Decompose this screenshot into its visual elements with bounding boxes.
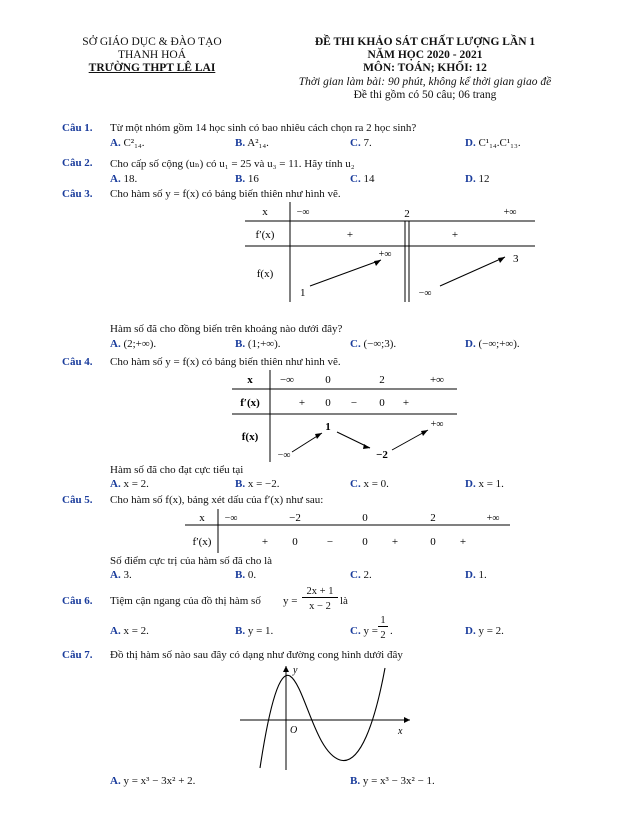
q6-text: Tiệm cận ngang của đồ thị hàm số xyxy=(110,595,261,607)
t4-x2: 2 xyxy=(379,374,385,386)
q4-option-b[interactable]: B. x = −2. xyxy=(235,478,280,490)
q5-option-a[interactable]: A. 3. xyxy=(110,569,132,581)
q5-option-d[interactable]: D. 1. xyxy=(465,569,487,581)
exam-time: Thời gian làm bài: 90 phút, không kể thời gian giao đề xyxy=(298,76,552,88)
t3-x2: +∞ xyxy=(503,207,517,218)
graph-x-label: x xyxy=(398,726,403,737)
t5-sign6: + xyxy=(459,536,467,548)
t4-sign2: − xyxy=(350,397,358,409)
graph-curve xyxy=(260,668,385,768)
t4-sign0: + xyxy=(298,397,306,409)
t4-fval1: 1 xyxy=(325,421,331,433)
t4-fval0: −∞ xyxy=(277,450,291,461)
q3-option-d[interactable]: D. (−∞;+∞). xyxy=(465,338,520,350)
q4-variation-table xyxy=(232,370,457,462)
t3-x1: 2 xyxy=(404,208,410,220)
t3-fval2: −∞ xyxy=(418,288,432,299)
t5-x3: 2 xyxy=(430,512,436,524)
q3-text: Cho hàm số y = f(x) có bảng biến thiên như hình vẽ. xyxy=(110,188,341,200)
q6-c-tail: . xyxy=(390,625,393,637)
q3-option-a[interactable]: A. (2;+∞). xyxy=(110,338,157,350)
q2-text: Cho cấp số cộng (uₙ) có u₁ = 25 và u₃ = 11. Hãy tính u₂ xyxy=(110,158,355,170)
q5-option-b[interactable]: B. 0. xyxy=(235,569,257,581)
t3-sign1: + xyxy=(451,229,459,241)
q5-sign-table xyxy=(185,509,510,553)
t4-x-label: x xyxy=(247,374,253,386)
header-school: TRƯỜNG THPT LÊ LAI xyxy=(88,62,216,74)
graph-origin: O xyxy=(290,725,298,736)
q6-option-c[interactable]: C. y = xyxy=(350,625,378,637)
q1-option-c[interactable]: C. 7. xyxy=(350,137,372,149)
q6-label: Câu 6. xyxy=(62,595,93,607)
t4-fp-label: f′(x) xyxy=(240,397,260,409)
q6-c-denominator: 2 xyxy=(380,630,386,641)
q7-label: Câu 7. xyxy=(62,649,93,661)
q2-option-a[interactable]: A. 18. xyxy=(110,173,138,185)
exam-title: ĐỀ THI KHẢO SÁT CHẤT LƯỢNG LẦN 1 xyxy=(314,36,536,48)
t3-arrow-up-1 xyxy=(310,260,381,286)
q7-graph xyxy=(230,662,415,772)
t4-fval3: +∞ xyxy=(430,419,444,430)
q4-label: Câu 4. xyxy=(62,356,93,368)
q1-option-a[interactable]: A. C²₁₄. xyxy=(110,137,145,149)
t3-arrow-up-2 xyxy=(440,257,505,286)
t5-sign3: 0 xyxy=(362,536,368,548)
q3-variation-table xyxy=(245,202,535,304)
t5-sign1: 0 xyxy=(292,536,298,548)
q6-c-numerator: 1 xyxy=(378,615,388,627)
t5-sign5: 0 xyxy=(430,536,436,548)
t3-f-label: f(x) xyxy=(256,268,274,280)
q2-option-c[interactable]: C. 14 xyxy=(350,173,375,185)
t3-fval0: 1 xyxy=(300,287,306,299)
q4-text: Cho hàm số y = f(x) có bảng biến thiên như hình vẽ. xyxy=(110,356,341,368)
q3-option-c[interactable]: C. (−∞;3). xyxy=(350,338,397,350)
q6-option-a[interactable]: A. x = 2. xyxy=(110,625,149,637)
subject: MÔN: TOÁN; KHỐI: 12 xyxy=(363,62,487,74)
t5-x-label: x xyxy=(199,512,205,524)
school-year: NĂM HỌC 2020 - 2021 xyxy=(367,49,483,61)
q1-text: Từ một nhóm gồm 14 học sinh có bao nhiêu cách chọn ra 2 học sinh? xyxy=(110,122,417,134)
header-province: THANH HOÁ xyxy=(117,49,187,61)
q7-option-b[interactable]: B. y = x³ − 3x² − 1. xyxy=(350,775,435,787)
q6-func-lhs: y = xyxy=(283,595,298,607)
q4-option-a[interactable]: A. x = 2. xyxy=(110,478,149,490)
q2-option-d[interactable]: D. 12 xyxy=(465,173,490,185)
t3-sign0: + xyxy=(346,229,354,241)
t5-x0: −∞ xyxy=(224,513,238,524)
t5-x4: +∞ xyxy=(486,513,500,524)
q1-option-d[interactable]: D. C¹₁₄.C¹₁₃. xyxy=(465,137,521,149)
q1-option-b[interactable]: B. A²₁₄. xyxy=(235,137,269,149)
q2-label: Câu 2. xyxy=(62,157,93,169)
t3-x-label: x xyxy=(262,206,268,218)
q3-label: Câu 3. xyxy=(62,188,93,200)
q4-question: Hàm số đã cho đạt cực tiểu tại xyxy=(110,464,244,476)
t5-sign0: + xyxy=(261,536,269,548)
q5-option-c[interactable]: C. 2. xyxy=(350,569,372,581)
q6-after: là xyxy=(340,595,348,607)
q5-text: Cho hàm số f(x), bảng xét dấu của f′(x) như sau: xyxy=(110,494,324,506)
q4-option-c[interactable]: C. x = 0. xyxy=(350,478,389,490)
t3-fp-label: f′(x) xyxy=(255,229,275,241)
q5-label: Câu 5. xyxy=(62,494,93,506)
header-dept: SỞ GIÁO DỤC & ĐÀO TẠO xyxy=(82,36,222,48)
q6-option-b[interactable]: B. y = 1. xyxy=(235,625,274,637)
q6-numerator: 2x + 1 xyxy=(302,586,338,598)
t5-sign2: − xyxy=(326,536,334,548)
q6-denominator: x − 2 xyxy=(309,601,331,612)
t4-x1: 0 xyxy=(325,374,331,386)
q3-option-b[interactable]: B. (1;+∞). xyxy=(235,338,281,350)
t5-x1: −2 xyxy=(289,512,301,524)
t3-x0: −∞ xyxy=(296,207,310,218)
t5-x2: 0 xyxy=(362,512,368,524)
q2-option-b[interactable]: B. 16 xyxy=(235,173,259,185)
t5-sign4: + xyxy=(391,536,399,548)
t4-x3: +∞ xyxy=(429,374,445,386)
q1-label: Câu 1. xyxy=(62,122,93,134)
q5-question: Số điểm cực trị của hàm số đã cho là xyxy=(110,555,273,567)
q7-option-a[interactable]: A. y = x³ − 3x² + 2. xyxy=(110,775,196,787)
exam-pages: Đề thi gồm có 50 câu; 06 trang xyxy=(353,89,497,101)
t3-fval3: 3 xyxy=(513,253,519,265)
t4-x0: −∞ xyxy=(279,374,295,386)
t4-fval2: −2 xyxy=(376,449,388,461)
t4-sign4: + xyxy=(402,397,410,409)
q4-option-d[interactable]: D. x = 1. xyxy=(465,478,504,490)
t4-sign3: 0 xyxy=(379,397,385,409)
t4-sign1: 0 xyxy=(325,397,331,409)
t4-f-label: f(x) xyxy=(241,431,259,443)
q6-option-d[interactable]: D. y = 2. xyxy=(465,625,504,637)
t5-fp-label: f′(x) xyxy=(192,536,212,548)
graph-y-label: y xyxy=(293,665,298,676)
q7-text: Đồ thị hàm số nào sau đây có dạng như đường cong hình dưới đây xyxy=(110,649,403,661)
t3-fval1: +∞ xyxy=(378,249,392,260)
q3-question: Hàm số đã cho đồng biến trên khoảng nào dưới đây? xyxy=(110,323,343,335)
